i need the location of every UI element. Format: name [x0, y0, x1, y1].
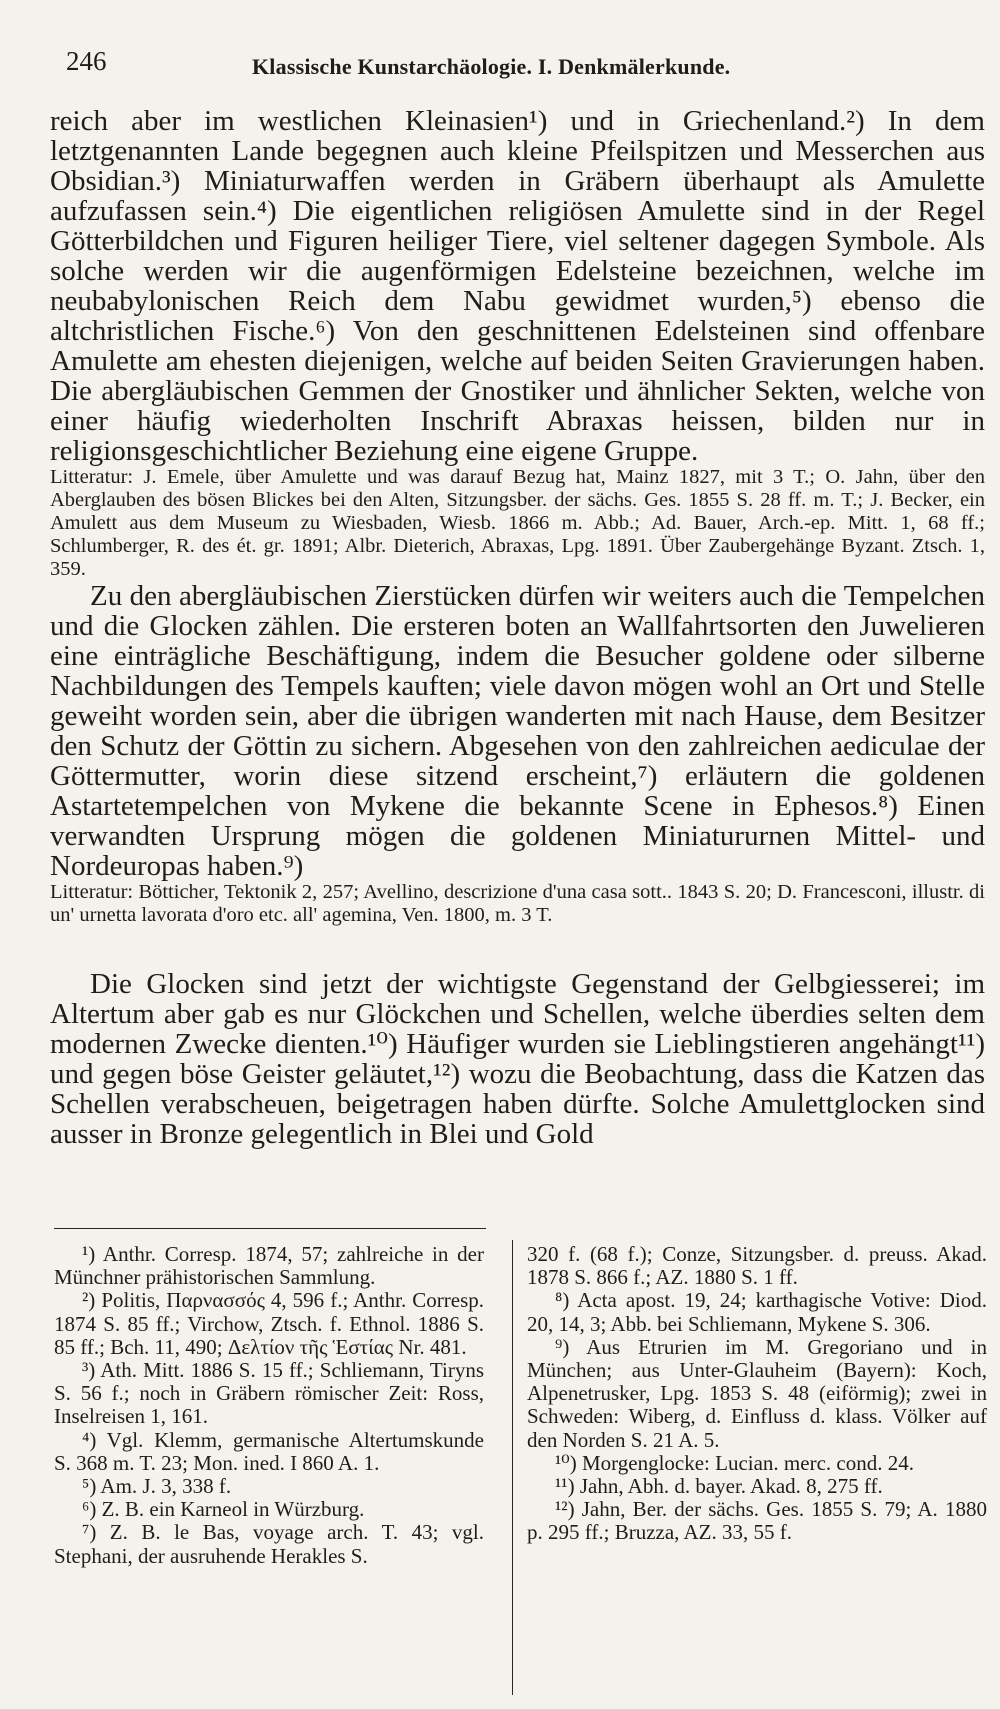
footnote: ¹¹) Jahn, Abh. d. bayer. Akad. 8, 275 ff.: [555, 1474, 883, 1499]
literature-note-temples: Litteratur: Bötticher, Tektonik 2, 257; Avellino, descrizione d'una casa sott.. 1843 S. 20; D. Francesconi, illustr. di un' urnetta lavorata d'oro etc. all' agemina, Ven. 1800, m. 3 T.: [50, 881, 985, 926]
footnote: ¹²) Jahn, Ber. der sächs. Ges. 1855 S. 79; A. 1880 p. 295 ff.; Bruzza, AZ. 33, 55 f.: [527, 1497, 987, 1545]
footnote: ³) Ath. Mitt. 1886 S. 15 ff.; Schliemann, Tiryns S. 56 f.; noch in Gräbern römischer Zeit: Ross, Inselreisen 1, 161.: [54, 1358, 484, 1429]
paragraph-amulets: reich aber im westlichen Kleinasien¹) und in Griechenland.²) In dem letztgenannten Lande begegnen auch kleine Pfeilspitzen und Messerchen aus Obsidian.³) Miniaturwaffen werden in Gräbern überhaupt als Amulette aufzufassen sein.⁴) Die eigentlichen religiösen Amulette sind in der Regel Götterbildchen und Figuren heiliger Tiere, viel seltener dagegen Symbole. Als solche werden wir die augenförmigen Edelsteine bezeichnen, welche im neubabylonischen Reich dem Nabu gewidmet wurden,⁵) ebenso die altchristlichen Fische.⁶) Von den geschnittenen Edelsteinen sind offenbare Amulette am ehesten diejenigen, welche auf beiden Seiten Gravierungen haben. Die abergläubischen Gemmen der Gnostiker und ähnlicher Sekten, welche von einer häufig wiederholten Inschrift Abraxas heissen, bilden nur in religionsgeschichtlicher Beziehung eine eigene Gruppe.: [50, 105, 985, 467]
running-title: Klassische Kunstarchäologie. I. Denkmälerkunde.: [252, 54, 731, 79]
footnote-divider: [54, 1228, 486, 1229]
footnote-continuation: 320 f. (68 f.); Conze, Sitzungsber. d. preuss. Akad. 1878 S. 866 f.; AZ. 1880 S. 1 ff.: [527, 1242, 987, 1290]
main-text: [50, 106, 985, 1149]
footnote: ⁸) Acta apost. 19, 24; karthagische Votive: Diod. 20, 14, 3; Abb. bei Schliemann, Mykene S. 306.: [527, 1288, 987, 1336]
footnote: ⁹) Aus Etrurien im M. Gregoriano und in München; aus Unter-Glauheim (Bayern): Koch, Alpenetrusker, Lpg. 1853 S. 48 (eiförmig); zwei in Schweden: Wiberg, d. Einfluss d. klass. Völker auf den Norden S. 21 A. 5.: [527, 1334, 987, 1452]
footnote: ⁴) Vgl. Klemm, germanische Altertumskunde S. 368 m. T. 23; Mon. ined. I 860 A. 1.: [54, 1427, 484, 1475]
footnote: ⁵) Am. J. 3, 338 f.: [82, 1474, 232, 1499]
footnotes-left-column: [54, 1243, 484, 1568]
paragraph-bells: Die Glocken sind jetzt der wichtigste Gegenstand der Gelbgiesserei; im Altertum aber gab es nur Glöckchen und Schellen, welche überdies selten dem modernen Zwecke dienten.¹⁰) Häufiger wurden sie Lieblingstieren angehängt¹¹) und gegen böse Geister geläutet,¹²) wozu die Beobachtung, dass die Katzen das Schellen verabscheuen, beigetragen haben dürfte. Solche Amulettglocken sind ausser in Bronze gelegentlich in Blei und Gold: [50, 968, 985, 1150]
footnote: ⁷) Z. B. le Bas, voyage arch. T. 43; vgl. Stephani, der ausruhende Herakles S.: [54, 1520, 484, 1568]
footnote: ²) Politis, Παρνασσός 4, 596 f.; Anthr. Corresp. 1874 S. 85 ff.; Virchow, Ztsch. f. Ethnol. 1886 S. 85 ff.; Bch. 11, 490; Δελτίον τῆς Ἑστίας Nr. 481.: [54, 1288, 484, 1359]
footnote: ¹⁰) Morgenglocke: Lucian. merc. cond. 24.: [555, 1450, 914, 1475]
footnote: ¹) Anthr. Corresp. 1874, 57; zahlreiche in der Münchner prähistorischen Sammlung.: [54, 1242, 484, 1290]
page-header: [66, 46, 956, 86]
paragraph-temples: Zu den abergläubischen Zierstücken dürfen wir weiters auch die Tempelchen und die Glocken zählen. Die ersteren boten an Wallfahrtsorten den Juwelieren eine einträgliche Beschäftigung, indem die Besucher goldene oder silberne Nachbildungen des Tempels kauften; viele davon mögen wohl an Ort und Stelle geweiht worden sein, aber die übrigen wanderten mit nach Hause, dem Besitzer den Schutz der Göttin zu sichern. Abgesehen von den zahlreichen aediculae der Göttermutter, worin diese sitzend erscheint,⁷) erläutern die goldenen Astartetempelchen von Mykene die bekannte Scene in Ephesos.⁸) Einen verwandten Ursprung mögen die goldenen Miniatururnen Mittel- und Nordeuropas haben.⁹): [50, 580, 985, 882]
footnotes-right-column: [512, 1240, 987, 1695]
literature-note-amulets: Litteratur: J. Emele, über Amulette und was darauf Bezug hat, Mainz 1827, mit 3 T.; O. Jahn, über den Aberglauben des bösen Blickes bei den Alten, Sitzungsber. der sächs. Ges. 1855 S. 28 ff. m. T.; J. Becker, ein Amulett aus dem Museum zu Wiesbaden, Wiesb. 1866 m. Abb.; Ad. Bauer, Arch.-ep. Mitt. 1, 68 ff.; Schlumberger, R. des ét. gr. 1891; Albr. Dieterich, Abraxas, Lpg. 1891. Über Zaubergehänge Byzant. Ztsch. 1, 359.: [50, 466, 985, 580]
page-number: 246: [66, 46, 107, 76]
footnote: ⁶) Z. B. ein Karneol in Würzburg.: [82, 1497, 365, 1522]
